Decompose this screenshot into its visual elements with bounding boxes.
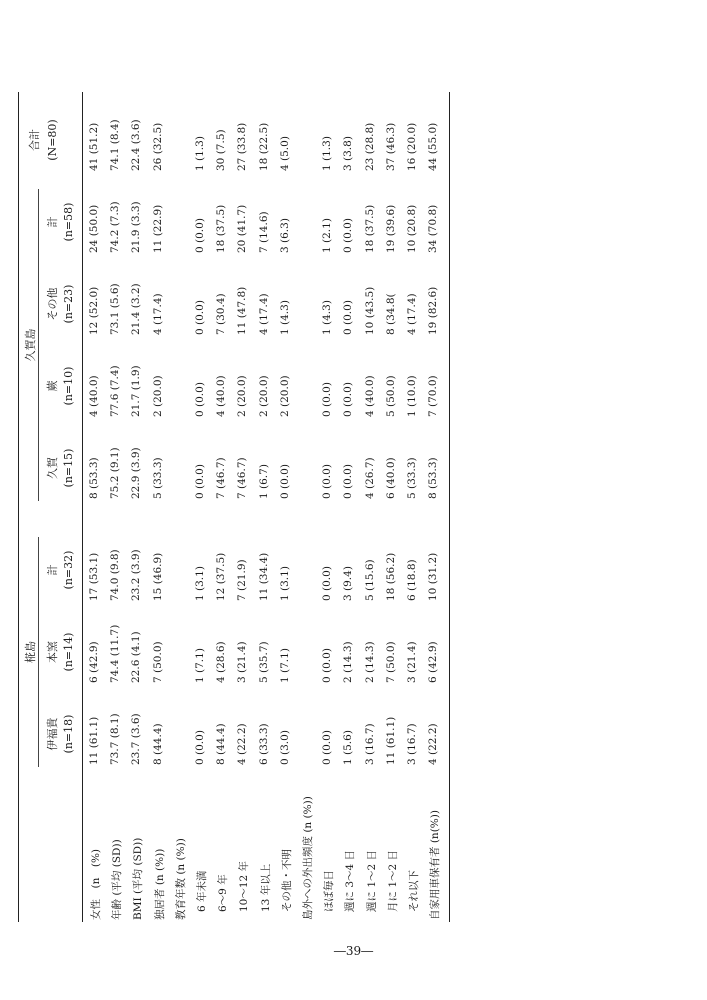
column-header-n: (n=10) [62, 366, 75, 406]
row-label: 週に 1～2 日 [365, 849, 378, 912]
table-cell: 0 (3.0) [278, 730, 291, 765]
column-header-name: 計 [46, 216, 59, 228]
row-label: 教育年数 (n (%)) [174, 838, 187, 920]
row-label: それ以下 [408, 870, 420, 912]
column-header-n: (N=80) [46, 119, 59, 161]
table-cell: 1 (7.1) [278, 648, 291, 683]
column-header-name: その他 [46, 287, 59, 321]
row-label: 週に 3～4 日 [344, 849, 357, 912]
column-header-name: 蕨 [46, 380, 59, 392]
table-cell: 74.2 (7.3) [109, 201, 122, 253]
table-cell: 73.7 (8.1) [109, 713, 122, 765]
table-cell: 3 (9.4) [342, 566, 355, 601]
table-cell: 0 (0.0) [321, 566, 334, 601]
row-label: 10～12 年 [238, 860, 251, 912]
table-cell: 0 (0.0) [194, 730, 206, 765]
table-cell: 22.4 (3.6) [130, 119, 143, 171]
table-cell: 26 (32.5) [151, 122, 164, 171]
table-cell: 4 (17.4) [406, 293, 418, 335]
table-cell: 12 (52.0) [88, 286, 100, 335]
rotated-table-block [0, 92, 452, 922]
table-cell: 15 (46.9) [151, 552, 164, 601]
column-header-n: (n=14) [62, 632, 75, 672]
row-label: 女性 (n (%) [90, 848, 102, 920]
table-cell: 1 (5.6) [342, 730, 355, 765]
table-cell: 44 (55.0) [427, 122, 440, 171]
table-cell: 7 (46.7) [236, 457, 249, 499]
column-header-n: (n=58) [62, 202, 75, 242]
table-cell: 11 (61.1) [88, 716, 100, 765]
table-header-rule [82, 92, 83, 922]
table-cell: 77.6 (7.4) [109, 365, 122, 417]
column-header-name: 本窯 [46, 641, 59, 663]
table-cell: 1 (1.3) [321, 136, 334, 171]
table-cell: 0 (0.0) [342, 464, 355, 499]
table-cell: 3 (16.7) [363, 723, 376, 765]
table-cell: 5 (15.6) [363, 559, 376, 601]
table-cell: 10 (20.8) [406, 204, 418, 253]
table-cell: 1 (4.3) [278, 300, 291, 335]
table-cell: 4 (22.2) [427, 723, 440, 765]
row-label: ほぼ毎日 [323, 870, 336, 912]
table-cell: 18 (22.5) [257, 122, 270, 171]
table-cell: 7 (50.0) [151, 641, 164, 683]
table-cell: 21.9 (3.3) [130, 201, 143, 253]
table-cell: 19 (82.6) [427, 286, 440, 335]
table-cell: 75.2 (9.1) [109, 447, 122, 499]
table-cell: 7 (14.6) [257, 211, 270, 253]
table-cell: 8 (34.8( [384, 293, 397, 335]
table-cell: 1 (7.1) [194, 648, 206, 683]
table-cell: 3 (21.4) [406, 641, 418, 683]
table-cell: 3 (21.4) [236, 641, 249, 683]
table-cell: 4 (26.7) [363, 457, 376, 499]
table-cell: 18 (37.5) [363, 204, 376, 253]
column-header-n: (n=23) [62, 284, 75, 324]
row-label: 6～9 年 [217, 874, 230, 912]
row-label: 年齢 (平均 (SD)) [111, 839, 124, 920]
table-cell: 2 (20.0) [151, 375, 164, 417]
row-label: 月に 1～2 日 [386, 849, 399, 912]
table-cell: 10 (43.5) [363, 286, 376, 335]
table-cell: 8 (53.3) [88, 457, 100, 499]
table-cell: 5 (35.7) [257, 641, 270, 683]
column-header-name: 伊福貴 [46, 717, 59, 751]
table-cell: 12 (37.5) [215, 552, 228, 601]
table-cell: 22.6 (4.1) [130, 631, 143, 683]
table-cell: 7 (21.9) [236, 559, 249, 601]
table-cell: 0 (0.0) [321, 464, 334, 499]
table-cell: 11 (34.4) [257, 552, 270, 601]
table-cell: 2 (20.0) [278, 375, 291, 417]
table-cell: 18 (37.5) [215, 204, 228, 253]
table-cell: 11 (61.1) [384, 716, 397, 765]
table-cell: 4 (22.2) [236, 723, 249, 765]
table-cell: 0 (0.0) [194, 464, 206, 499]
table-cell: 11 (47.8) [236, 286, 249, 335]
table-cell: 30 (7.5) [215, 129, 228, 171]
table-cell: 41 (51.2) [88, 122, 100, 171]
table-cell: 1 (1.3) [194, 136, 206, 171]
table-cell: 3 (3.8) [342, 136, 355, 171]
table-cell: 16 (20.0) [406, 122, 418, 171]
table-cell: 8 (53.3) [427, 457, 440, 499]
table-cell: 6 (18.8) [406, 559, 418, 601]
table-cell: 4 (17.4) [257, 293, 270, 335]
table-top-rule [18, 92, 19, 922]
column-header-name: 計 [46, 564, 59, 576]
group-underline [38, 189, 39, 501]
table-cell: 1 (3.1) [278, 566, 291, 601]
row-label: 独居者 (n (%)) [153, 848, 166, 920]
table-cell: 7 (30.4) [215, 293, 228, 335]
table-cell: 5 (33.3) [406, 457, 418, 499]
table-cell: 19 (39.6) [384, 204, 397, 253]
table-cell: 1 (4.3) [321, 300, 334, 335]
table-cell: 8 (44.4) [151, 723, 164, 765]
column-header-name: 合計 [28, 129, 41, 151]
table-cell: 6 (42.9) [427, 641, 440, 683]
table-cell: 17 (53.1) [88, 552, 100, 601]
table-cell: 22.9 (3.9) [130, 447, 143, 499]
table-cell: 1 (3.1) [194, 566, 206, 601]
table-cell: 27 (33.8) [236, 122, 249, 171]
row-label: BMI (平均 (SD)) [132, 837, 145, 920]
table-cell: 4 (40.0) [363, 375, 376, 417]
table-cell: 74.4 (11.7) [109, 624, 122, 683]
table-caption [0, 92, 1, 922]
table-cell: 20 (41.7) [236, 204, 249, 253]
table-cell: 4 (40.0) [215, 375, 228, 417]
table-cell: 0 (0.0) [194, 218, 206, 253]
column-header-n: (n=18) [62, 714, 75, 754]
group-header: 久賀島 [24, 328, 37, 362]
table-cell: 23.7 (3.6) [130, 713, 143, 765]
page-number: ―39― [333, 944, 374, 958]
table-cell: 5 (50.0) [384, 375, 397, 417]
table-cell: 0 (0.0) [194, 300, 206, 335]
table-cell: 2 (20.0) [236, 375, 249, 417]
table-cell: 2 (20.0) [257, 375, 270, 417]
table-cell: 0 (0.0) [321, 648, 334, 683]
table-cell: 74.1 (8.4) [109, 119, 122, 171]
table-cell: 74.0 (9.8) [109, 549, 122, 601]
table-cell: 10 (31.2) [427, 552, 440, 601]
table-cell: 0 (0.0) [194, 382, 206, 417]
group-header: 椛島 [24, 641, 37, 663]
table-cell: 0 (0.0) [321, 382, 334, 417]
table-cell: 8 (44.4) [215, 723, 228, 765]
row-label: 13 年以上 [259, 863, 272, 912]
table-cell: 6 (40.0) [384, 457, 397, 499]
table-cell: 7 (46.7) [215, 457, 228, 499]
table-cell: 0 (0.0) [342, 382, 355, 417]
table-cell: 0 (0.0) [342, 300, 355, 335]
table-cell: 37 (46.3) [384, 122, 397, 171]
table-cell: 1 (10.0) [406, 375, 418, 417]
table-cell: 23.2 (3.9) [130, 549, 143, 601]
table-cell: 1 (2.1) [321, 218, 334, 253]
table-cell: 73.1 (5.6) [109, 283, 122, 335]
row-label: 島外への外出頻度 (n (%)) [302, 796, 314, 920]
column-header-name: 久賀 [46, 457, 59, 479]
table-cell: 7 (50.0) [384, 641, 397, 683]
table-cell: 21.7 (1.9) [130, 365, 143, 417]
table-bottom-rule [449, 92, 450, 922]
row-label: その他・不明 [280, 849, 293, 912]
table-cell: 4 (5.0) [278, 136, 291, 171]
table-cell: 0 (0.0) [321, 730, 334, 765]
column-header-n: (n=15) [62, 448, 75, 488]
table-cell: 34 (70.8) [427, 204, 440, 253]
table-cell: 4 (17.4) [151, 293, 164, 335]
table-cell: 2 (14.3) [363, 641, 376, 683]
table-cell: 24 (50.0) [88, 204, 100, 253]
table-cell: 4 (40.0) [88, 375, 100, 417]
row-label: 6 年未満 [196, 870, 208, 912]
table-cell: 18 (56.2) [384, 552, 397, 601]
table-cell: 6 (42.9) [88, 641, 100, 683]
table-cell: 6 (33.3) [257, 723, 270, 765]
table-cell: 4 (28.6) [215, 641, 228, 683]
table-cell: 3 (6.3) [278, 218, 291, 253]
table-cell: 0 (0.0) [342, 218, 355, 253]
group-underline [38, 537, 39, 767]
table-cell: 0 (0.0) [278, 464, 291, 499]
table-cell: 2 (14.3) [342, 641, 355, 683]
row-label: 自家用車保有者 (n(%)) [429, 810, 442, 920]
table-cell: 3 (16.7) [406, 723, 418, 765]
column-header-n: (n=32) [62, 550, 75, 590]
table-cell: 5 (33.3) [151, 457, 164, 499]
table-cell: 11 (22.9) [151, 204, 164, 253]
table-cell: 21.4 (3.2) [130, 283, 143, 335]
table-cell: 23 (28.8) [363, 122, 376, 171]
table-cell: 1 (6.7) [257, 464, 270, 499]
table-cell: 7 (70.0) [427, 375, 440, 417]
